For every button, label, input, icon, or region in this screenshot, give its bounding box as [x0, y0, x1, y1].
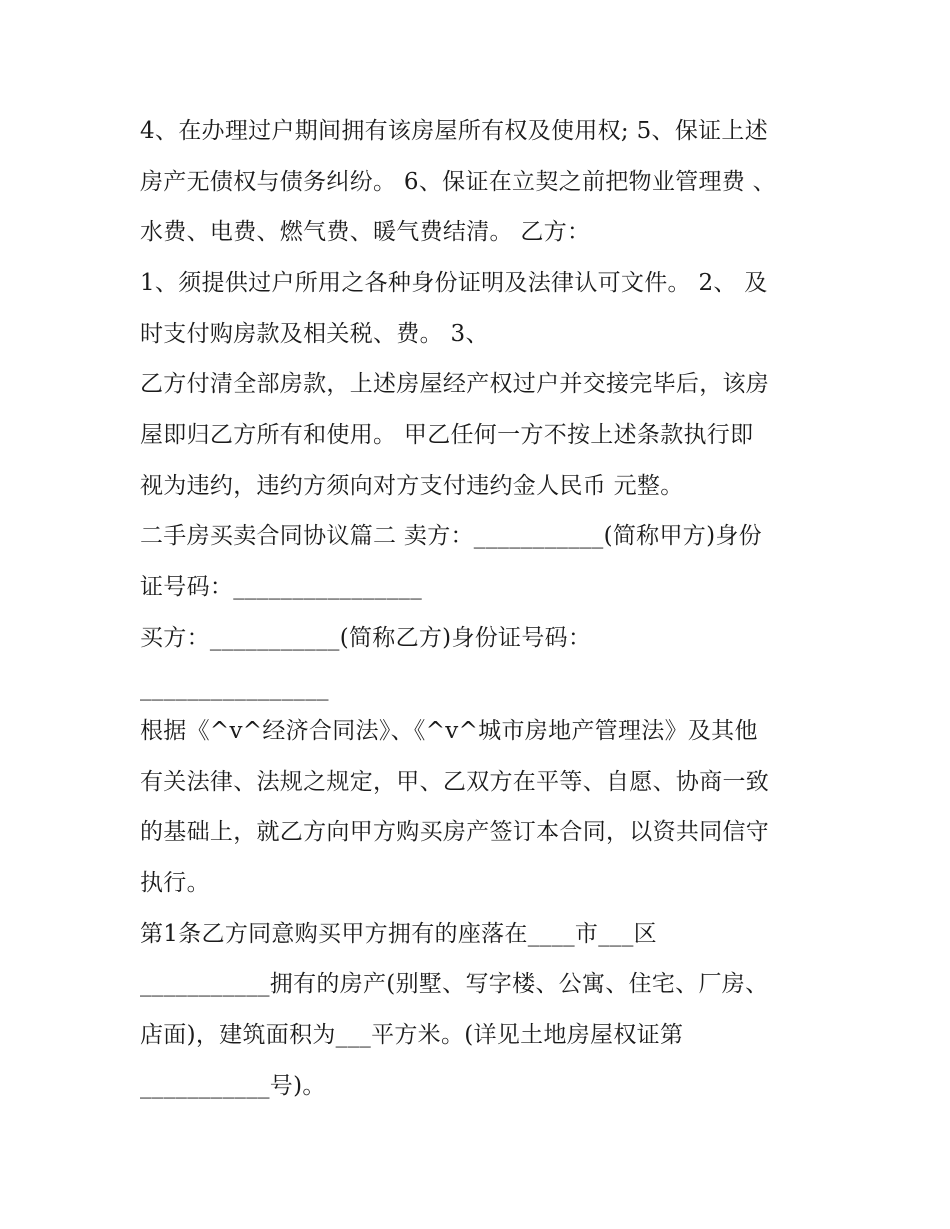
text-line: 店面)，建筑面积为___平方米。(详见土地房屋权证第 [140, 1022, 684, 1048]
text-line: 乙方付清全部房款，上述房屋经产权过户并交接完毕后，该房 [140, 371, 770, 397]
text-line: ___________号)。 [140, 1073, 326, 1099]
text-line: 4、在办理过户期间拥有该房屋所有权及使用权; 5、保证上述 [140, 118, 769, 144]
text-line: 水费、电费、燃气费、暖气费结清。 乙方： [140, 219, 591, 245]
text-line: 证号码：________________ [140, 574, 422, 600]
text-line: 根据《^v^经济合同法》、《^v^城市房地产管理法》及其他 [140, 718, 758, 744]
text-line: 买方：___________(简称乙方)身份证号码： [140, 625, 592, 651]
text-line: 屋即归乙方所有和使用。 甲乙任何一方不按上述条款执行即 [140, 422, 754, 448]
text-line: 有关法律、法规之规定，甲、乙双方在平等、自愿、协商一致 [140, 769, 770, 795]
text-line: 的基础上，就乙方向甲方购买房产签订本合同，以资共同信守 [140, 819, 770, 845]
text-line: ___________拥有的房产(别墅、写字楼、公寓、住宅、厂房、 [140, 971, 769, 997]
text-line: 视为违约，违约方须向对方支付违约金人民币 元整。 [140, 473, 684, 499]
text-line: 第1条乙方同意购买甲方拥有的座落在____市___区 [140, 921, 657, 947]
text-line: ________________ [140, 675, 329, 701]
text-line: 二手房买卖合同协议篇二 卖方：___________(简称甲方)身份 [140, 523, 762, 549]
text-line: 时支付购房款及相关税、费。 3、 [140, 321, 489, 347]
text-line: 执行。 [140, 870, 210, 896]
text-line: 房产无债权与债务纠纷。 6、保证在立契之前把物业管理费 、 [140, 169, 776, 195]
text-line: 1、须提供过户所用之各种身份证明及法律认可文件。 2、 及 [140, 270, 768, 296]
